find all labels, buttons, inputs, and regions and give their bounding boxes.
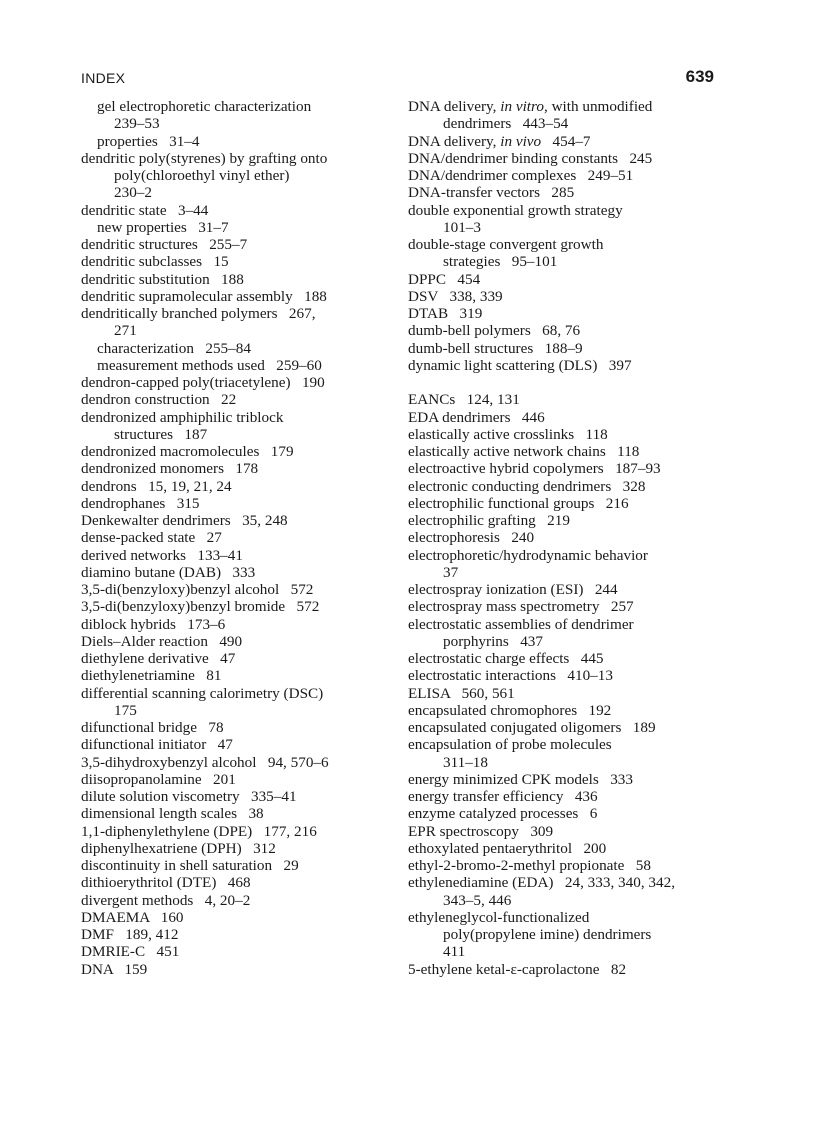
index-entry: electrostatic assemblies of dendrimer [408,615,634,633]
index-entry-continuation: 230–2 [114,184,152,202]
index-entry: 5-ethylene ketal-ε-caprolactone 82 [408,960,627,978]
index-entry: dendronized macromolecules 179 [81,443,294,460]
index-entry: ethyleneglycol-functionalized [408,908,590,926]
index-entry: enzyme catalyzed processes 6 [408,805,598,823]
index-entry: elastically active crosslinks 118 [408,425,608,443]
index-entry: dumb-bell polymers 68, 76 [408,322,581,340]
index-entry: dendron construction 22 [81,391,237,409]
index-entry: difunctional bridge 78 [81,719,224,736]
index-entry: DNA/dendrimer complexes 249–51 [408,167,634,184]
index-entry: double-stage convergent growth [408,236,604,253]
index-entry-continuation: 311–18 [443,753,488,771]
index-entry: DMF 189, 412 [81,926,179,943]
index-entry-continuation: structures 187 [114,425,208,443]
index-entry: electrostatic charge effects 445 [408,650,604,667]
index-entry: electroactive hybrid copolymers 187–93 [408,460,661,478]
index-subentry: gel electrophoretic characterization [97,98,312,115]
index-entry: diamino butane (DAB) 333 [81,563,256,581]
index-entry: electrophoretic/hydrodynamic behavior [408,546,648,564]
index-entry: dense-packed state 27 [81,529,222,547]
index-entry: dendritic substitution 188 [81,270,244,288]
section-gap [408,374,726,391]
index-entry: derived networks 133–41 [81,546,243,564]
index-entry: dendron-capped poly(triacetylene) 190 [81,374,325,391]
index-entry-continuation: dendrimers 443–54 [443,115,569,133]
index-entry: difunctional initiator 47 [81,736,233,754]
index-entry-continuation: poly(chloroethyl vinyl ether) [114,167,290,184]
index-entry: dendritic subclasses 15 [81,253,229,271]
page-number: 639 [685,67,714,86]
index-entry: ethylenediamine (EDA) 24, 333, 340, 342, [408,874,675,892]
index-entry: electronic conducting dendrimers 328 [408,477,646,495]
index-entry: dendritic state 3–44 [81,201,209,219]
index-entry: EPR spectroscopy 309 [408,822,554,840]
index-entry-continuation: strategies 95–101 [443,253,558,271]
index-entry: dendrons 15, 19, 21, 24 [81,477,232,495]
index-entry: discontinuity in shell saturation 29 [81,857,299,874]
index-entry: differential scanning calorimetry (DSC) [81,684,324,702]
index-entry: diphenylhexatriene (DPH) 312 [81,839,276,857]
index-entry: diethylenetriamine 81 [81,667,222,685]
index-entry: DNA/dendrimer binding constants 245 [408,149,653,167]
index-entry-continuation: 101–3 [443,218,481,236]
index-column-left [81,98,386,978]
index-entry-continuation: poly(propylene imine) dendrimers [443,926,652,943]
index-entry: electrophilic grafting 219 [408,512,570,529]
index-entry: 1,1-diphenylethylene (DPE) 177, 216 [81,822,317,840]
index-entry: electrospray mass spectrometry 257 [408,598,634,616]
index-entry: encapsulation of probe molecules [408,736,612,754]
index-entry: DTAB 319 [408,305,483,322]
index-entry: dendritic poly(styrenes) by grafting onto [81,149,328,167]
index-entry: encapsulated conjugated oligomers 189 [408,719,656,736]
index-entry: dumb-bell structures 188–9 [408,339,583,357]
index-subentry: properties 31–4 [97,132,200,150]
index-entry: 3,5-dihydroxybenzyl alcohol 94, 570–6 [81,753,329,771]
index-entry: energy transfer efficiency 436 [408,788,598,805]
index-entry: electrostatic interactions 410–13 [408,667,613,685]
index-entry: ethyl-2-bromo-2-methyl propionate 58 [408,857,651,874]
index-entry: DNA-transfer vectors 285 [408,184,575,202]
index-entry: dynamic light scattering (DLS) 397 [408,356,632,374]
index-entry: DNA delivery, in vivo 454–7 [408,132,591,150]
index-entry: dilute solution viscometry 335–41 [81,788,297,805]
index-entry: encapsulated chromophores 192 [408,701,612,719]
index-entry: divergent methods 4, 20–2 [81,891,251,909]
index-subentry: characterization 255–84 [97,339,251,357]
index-entry: DNA delivery, in vitro, with unmodified [408,98,653,115]
index-entry: 3,5-di(benzyloxy)benzyl alcohol 572 [81,581,314,598]
index-column-right [408,98,726,978]
index-entry: Denkewalter dendrimers 35, 248 [81,512,288,529]
index-entry-continuation: 239–53 [114,115,160,133]
index-entry: elastically active network chains 118 [408,443,640,460]
index-entry: dendritically branched polymers 267, [81,305,316,322]
index-subentry: measurement methods used 259–60 [97,356,322,374]
index-entry: energy minimized CPK models 333 [408,770,633,788]
index-entry: EDA dendrimers 446 [408,408,545,426]
index-entry: dendritic structures 255–7 [81,236,248,253]
index-entry: DSV 338, 339 [408,287,503,305]
index-subentry: new properties 31–7 [97,218,229,236]
index-entry-continuation: 271 [114,322,137,340]
index-entry: DMRIE-C 451 [81,943,180,961]
index-entry-continuation: 411 [443,943,466,961]
index-entry: dimensional length scales 38 [81,805,264,823]
index-entry: ELISA 560, 561 [408,684,515,702]
index-entry: diblock hybrids 173–6 [81,615,226,633]
index-entry: diethylene derivative 47 [81,650,236,667]
running-head: INDEX [81,70,126,86]
index-entry: electrospray ionization (ESI) 244 [408,581,618,598]
index-entry-continuation: 175 [114,701,137,719]
index-entry: DNA 159 [81,960,148,978]
index-entry: double exponential growth strategy [408,201,623,219]
index-entry: dendritic supramolecular assembly 188 [81,287,327,305]
running-header [81,67,714,89]
index-entry: 3,5-di(benzyloxy)benzyl bromide 572 [81,598,320,616]
index-entry: Diels–Alder reaction 490 [81,632,243,650]
index-entry: EANCs 124, 131 [408,391,520,409]
index-entry: dendronized amphiphilic triblock [81,408,284,426]
index-entry: dithioerythritol (DTE) 468 [81,874,251,892]
index-entry: diisopropanolamine 201 [81,770,236,788]
index-entry-continuation: 37 [443,563,459,581]
index-entry-continuation: 343–5, 446 [443,891,512,909]
index-entry: electrophilic functional groups 216 [408,494,629,512]
index-entry: dendronized monomers 178 [81,460,259,478]
index-entry: DMAEMA 160 [81,908,184,926]
index-entry: dendrophanes 315 [81,494,200,512]
index-entry: DPPC 454 [408,270,481,288]
index-entry: electrophoresis 240 [408,529,535,547]
index-entry: ethoxylated pentaerythritol 200 [408,839,607,857]
index-entry-continuation: porphyrins 437 [443,632,543,650]
